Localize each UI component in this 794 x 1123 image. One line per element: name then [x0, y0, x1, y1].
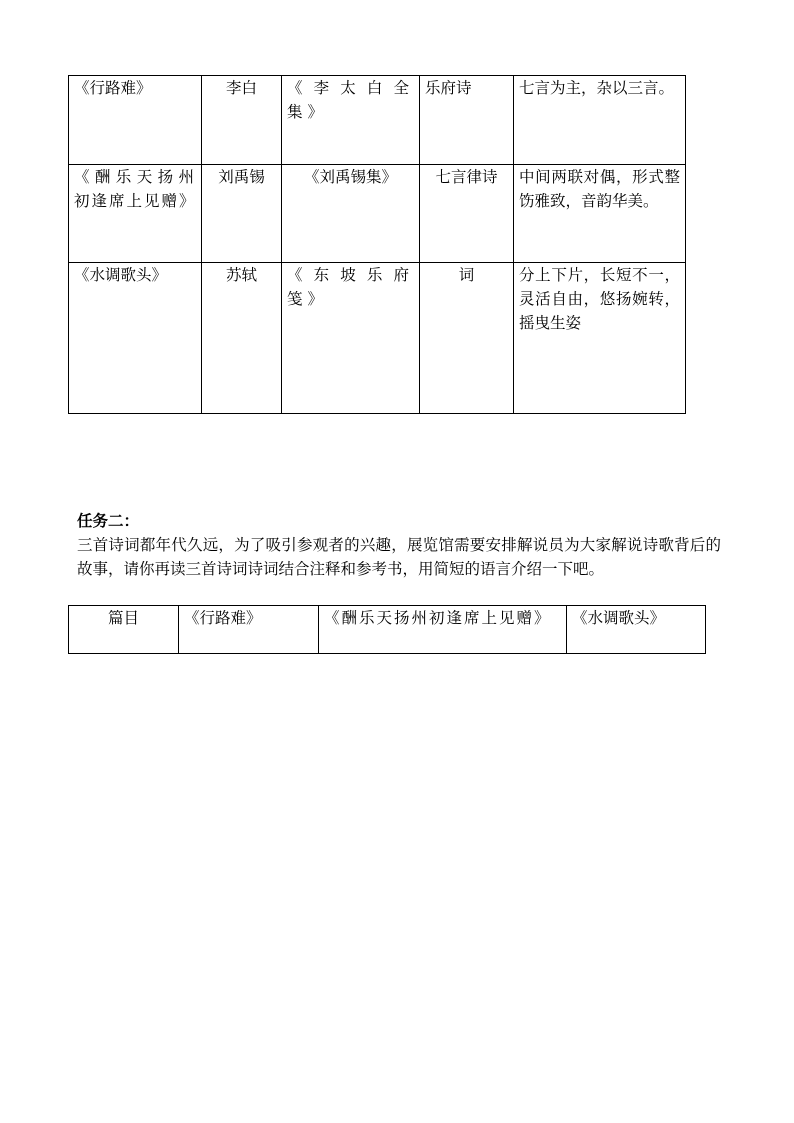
task-two-heading: 任务二： — [77, 512, 140, 530]
author-name: 刘禹锡 — [218, 168, 265, 186]
source-book: 《刘禹锡集》 — [303, 168, 397, 186]
source-book: 《李太白全集》 — [287, 79, 414, 121]
feature-text: 分上下片，长短不一，灵活自由，悠扬婉转，摇曳生姿 — [519, 266, 680, 332]
task-two-instructions: 三首诗词都年代久远，为了吸引参观者的兴趣，展览馆需要安排解说员为大家解说诗歌背后的故事，请你再读三首诗词诗词结合注释和参考书，用简短的语言介绍一下吧。 — [77, 536, 721, 578]
source-cell — [282, 165, 420, 263]
poem-title: 《行路难》 — [184, 609, 262, 627]
feature-cell — [514, 165, 686, 263]
genre-text: 七言律诗 — [435, 168, 498, 186]
poem-title: 《酬乐天扬州初逢席上见赠》 — [324, 609, 552, 627]
poem-intro-table — [68, 605, 706, 654]
author-cell — [202, 263, 282, 414]
feature-text: 七言为主，杂以三言。 — [519, 79, 675, 97]
poem-title-cell — [69, 263, 202, 414]
poem-cell — [319, 606, 567, 654]
genre-text: 乐府诗 — [425, 79, 472, 97]
genre-text: 词 — [458, 266, 475, 284]
author-cell — [202, 76, 282, 165]
header-cell — [69, 606, 179, 654]
author-cell — [202, 165, 282, 263]
author-name: 苏轼 — [225, 266, 257, 284]
poem-title: 《酬乐天扬州初逢席上见赠》 — [74, 168, 197, 210]
column-header: 篇目 — [107, 609, 139, 627]
poem-title: 《行路难》 — [74, 79, 152, 97]
poem-title: 《水调歌头》 — [74, 266, 168, 284]
poem-title-cell — [69, 165, 202, 263]
source-cell — [282, 263, 420, 414]
table-row — [69, 263, 686, 414]
feature-cell — [514, 76, 686, 165]
poem-cell — [179, 606, 319, 654]
source-cell — [282, 76, 420, 165]
author-name: 李白 — [225, 79, 257, 97]
poem-info-table — [68, 75, 686, 414]
poem-cell — [567, 606, 706, 654]
source-book: 《东坡乐府笺》 — [287, 266, 414, 308]
table-row — [69, 76, 686, 165]
genre-cell — [420, 165, 514, 263]
genre-cell — [420, 76, 514, 165]
genre-cell — [420, 263, 514, 414]
poem-title: 《水调歌头》 — [572, 609, 666, 627]
table-row — [69, 165, 686, 263]
poem-title-cell — [69, 76, 202, 165]
feature-cell — [514, 263, 686, 414]
table-row — [69, 606, 706, 654]
feature-text: 中间两联对偶，形式整饬雅致，音韵华美。 — [519, 168, 680, 210]
